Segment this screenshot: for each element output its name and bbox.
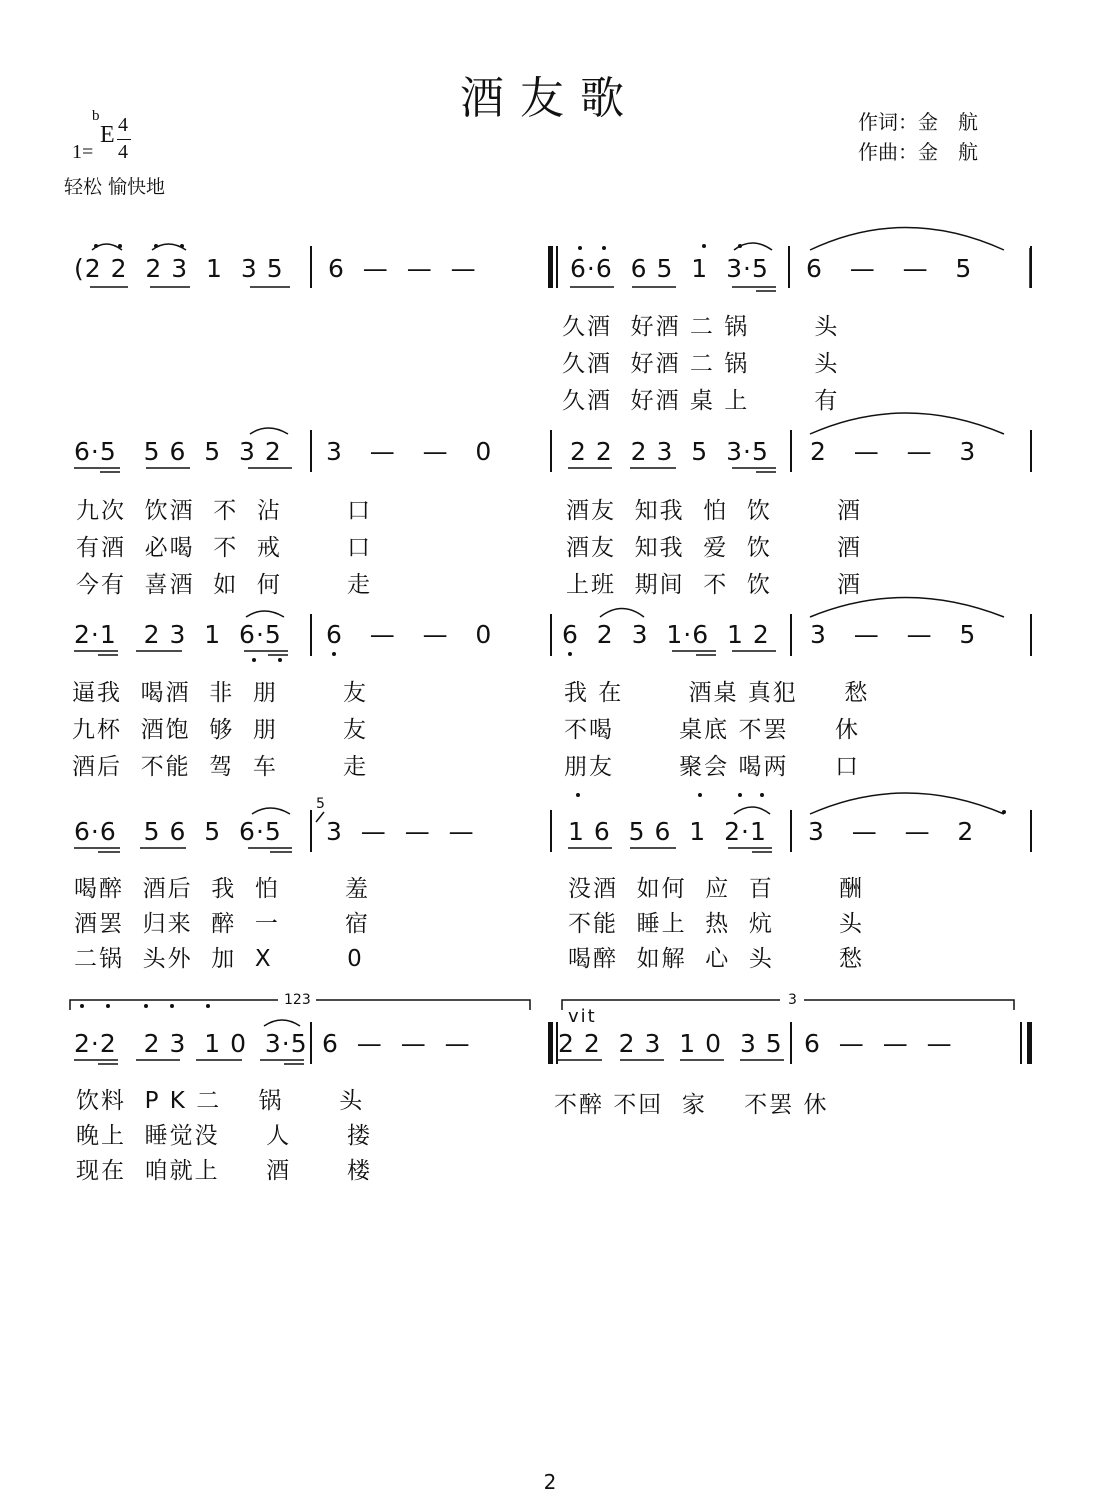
system5-lyric-left-3: 现在 咱就上 酒 楼: [76, 1158, 373, 1184]
system3-measure2: 6 — — 0: [326, 620, 493, 649]
page-number: 2: [543, 1470, 557, 1494]
system4-lyric-left-2: 酒罢 归来 醉 一 宿: [74, 911, 371, 937]
slur: [250, 428, 288, 434]
system4-measure4: 3 — — 2: [808, 817, 975, 846]
system2-lyric-right-2: 酒友 知我 爱 饮 酒: [566, 535, 863, 561]
slur: [734, 807, 770, 814]
system1-measure1: (2 2 2 3 1 3 5: [74, 254, 284, 283]
key-flat: b: [92, 108, 100, 124]
system2-measure2: 3 — — 0: [326, 437, 493, 466]
grace-note: 5: [316, 796, 325, 812]
slur: [600, 609, 644, 618]
system2-lyric-left-1: 九次 饮酒 不 沾 口: [76, 498, 373, 524]
tempo-marking: 轻松 愉快地: [64, 176, 166, 198]
system2-lyric-right-1: 酒友 知我 怕 饮 酒: [566, 498, 863, 524]
system3-measure1: 2·1 2 3 1 6·5: [74, 620, 282, 649]
system5-measure1: 2·2 2 3 1 0 3·5: [74, 1029, 308, 1058]
system4-lyric-right-3: 喝醉 如解 心 头 愁: [568, 946, 865, 972]
system4-lyric-left-1: 喝醉 酒后 我 怕 羞: [74, 876, 371, 902]
song-title: 酒友歌: [460, 73, 640, 124]
system3-lyric-right-2: 不喝 桌底 不罢 休: [564, 717, 861, 743]
system5-measure2: 6 — — —: [322, 1029, 471, 1058]
system2-measure3: 2 2 2 3 5 3·5: [570, 437, 769, 466]
system3-lyric-left-3: 酒后 不能 驾 车 走: [72, 754, 369, 780]
system1-lyric-right-3: 久酒 好酒 桌 上 有: [562, 388, 840, 414]
grace-slash: [316, 812, 324, 822]
system4-measure1: 6·6 5 6 5 6·5: [74, 817, 282, 846]
system2-measure4: 2 — — 3: [810, 437, 977, 466]
long-slur: [810, 598, 1004, 618]
system3-lyric-left-2: 九杯 酒饱 够 朋 友: [72, 717, 369, 743]
system3-lyric-right-1: 我 在 酒桌 真犯 愁: [564, 680, 870, 706]
volta-2-label: 3: [788, 992, 797, 1008]
system5-lyric-right-1: 不醉 不回 家 不罢 休: [554, 1092, 829, 1118]
long-slur: [810, 228, 1004, 251]
slur: [246, 611, 284, 617]
long-slur: [810, 413, 1004, 434]
long-slur: [810, 793, 1004, 814]
volta-1-label: 123: [284, 992, 311, 1008]
system4-lyric-left-3: 二锅 头外 加 X 0: [74, 946, 364, 972]
system5-measure3: 2 2 2 3 1 0 3 5: [558, 1029, 783, 1058]
key-note: E: [100, 122, 115, 148]
system3-lyric-left-1: 逼我 喝酒 非 朋 友: [72, 680, 369, 706]
system1-measure2: 6 — — —: [328, 254, 477, 283]
volta-1-bracket: [70, 1000, 278, 1010]
key-prefix: 1=: [72, 141, 94, 163]
volta-2-bracket: [562, 1000, 780, 1010]
slur: [252, 808, 290, 814]
system1-measure4: 6 — — 5: [806, 254, 973, 283]
time-signature-bottom: 4: [118, 141, 128, 163]
slur: [264, 1020, 300, 1026]
system3-lyric-right-3: 朋友 聚会 喝两 口: [564, 754, 861, 780]
system2-measure1: 6·5 5 6 5 3 2: [74, 437, 282, 466]
system4-lyric-right-1: 没酒 如何 应 百 酬: [568, 876, 865, 902]
system4-measure2: 3 — — —: [326, 817, 475, 846]
system5-measure4: 6 — — —: [804, 1029, 953, 1058]
system3-measure4: 3 — — 5: [810, 620, 977, 649]
vit-marking: vit: [568, 1006, 597, 1027]
system4-measure3: 1 6 5 6 1 2·1: [568, 817, 767, 846]
system5-lyric-left-2: 晚上 睡觉没 人 搂: [76, 1123, 373, 1149]
system1-lyric-right-2: 久酒 好酒 二 锅 头: [562, 351, 840, 377]
volta-2-bracket: [804, 1000, 1014, 1010]
system3-measure3: 6 2 3 1·6 1 2: [562, 620, 770, 649]
lyricist-credit: 作词：金 航: [858, 110, 978, 134]
time-signature-top: 4: [118, 114, 128, 136]
system1-measure3: 6·6 6 5 1 3·5: [570, 254, 769, 283]
system5-lyric-left-1: 饮料 P K 二 锅 头: [76, 1088, 365, 1114]
system2-lyric-left-3: 今有 喜酒 如 何 走: [76, 572, 373, 598]
system2-lyric-left-2: 有酒 必喝 不 戒 口: [76, 535, 373, 561]
volta-1-bracket: [316, 1000, 530, 1010]
system1-lyric-right-1: 久酒 好酒 二 锅 头: [562, 314, 840, 340]
system4-lyric-right-2: 不能 睡上 热 炕 头: [568, 911, 865, 937]
composer-credit: 作曲：金 航: [858, 140, 978, 164]
system2-lyric-right-3: 上班 期间 不 饮 酒: [566, 572, 863, 598]
